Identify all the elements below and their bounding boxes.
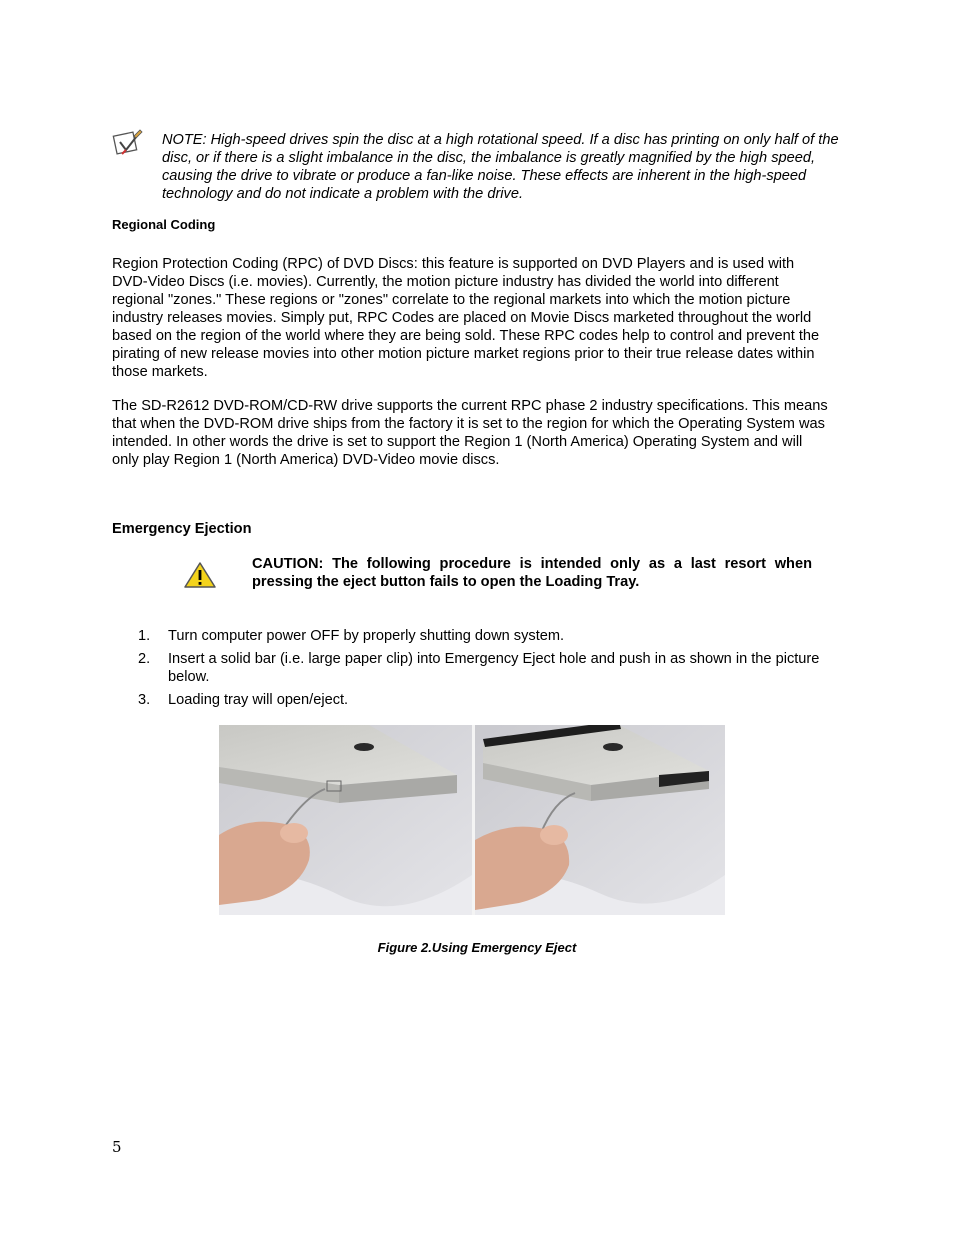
step-text: Loading tray will open/eject. [168, 692, 349, 708]
warning-triangle-icon [183, 561, 217, 589]
step-number: 3. [138, 692, 151, 708]
step-text: Turn computer power OFF by properly shutting down system. [168, 628, 565, 644]
note-pencil-icon [112, 128, 144, 160]
list-item [138, 650, 838, 686]
list-item [138, 691, 838, 709]
figure-caption: Figure 2.Using Emergency Eject [377, 940, 577, 955]
step-text: Insert a solid bar (i.e. large paper clip) into Emergency Eject hole and push in as shown in the picture below. [168, 651, 820, 685]
section-heading-regional-coding: Regional Coding [112, 217, 216, 232]
caution-text: CAUTION: The following procedure is intended only as a last resort when pressing the eject button fails to open the Loading Tray. [252, 556, 812, 590]
section-heading-emergency-ejection: Emergency Ejection [112, 521, 252, 537]
steps-list [138, 627, 838, 714]
page-number: 5 [112, 1138, 122, 1156]
step-number: 2. [138, 651, 151, 667]
emergency-eject-photo [219, 725, 725, 915]
regional-paragraph-2: The SD-R2612 DVD-ROM/CD-RW drive supports the current RPC phase 2 industry specifications. This means that when the DVD-ROM drive ships from the factory it is set to the region for which the Operating System was intended. In other words the drive is set to support the Region 1 (North America) Operating System and will only play Region 1 (North America) DVD-Video movie discs. [112, 398, 828, 468]
regional-paragraph-1: Region Protection Coding (RPC) of DVD Discs: this feature is supported on DVD Players and is used with DVD-Video Discs (i.e. movies). Currently, the motion picture industry has divided the world into different regional "zones." These regions or "zones" correlate to the regional markets into which the motion picture industry releases movies. Simply put, RPC Codes are placed on Movie Discs marketed throughout the world based on the region of the world where they are being sold. These RPC codes help to control and prevent the pirating of new release movies into other motion picture market regions prior to their true release dates within those markets. [112, 256, 820, 380]
note-text: NOTE: High-speed drives spin the disc at a high rotational speed. If a disc has printing on only half of the disc, or if there is a slight imbalance in the disc, the imbalance is greatly magnified by the high speed, causing the drive to vibrate or produce a fan-like noise. These effects are inherent in the high-speed technology and do not indicate a problem with the drive. [162, 132, 839, 202]
list-item [138, 627, 838, 645]
step-number: 1. [138, 628, 151, 644]
